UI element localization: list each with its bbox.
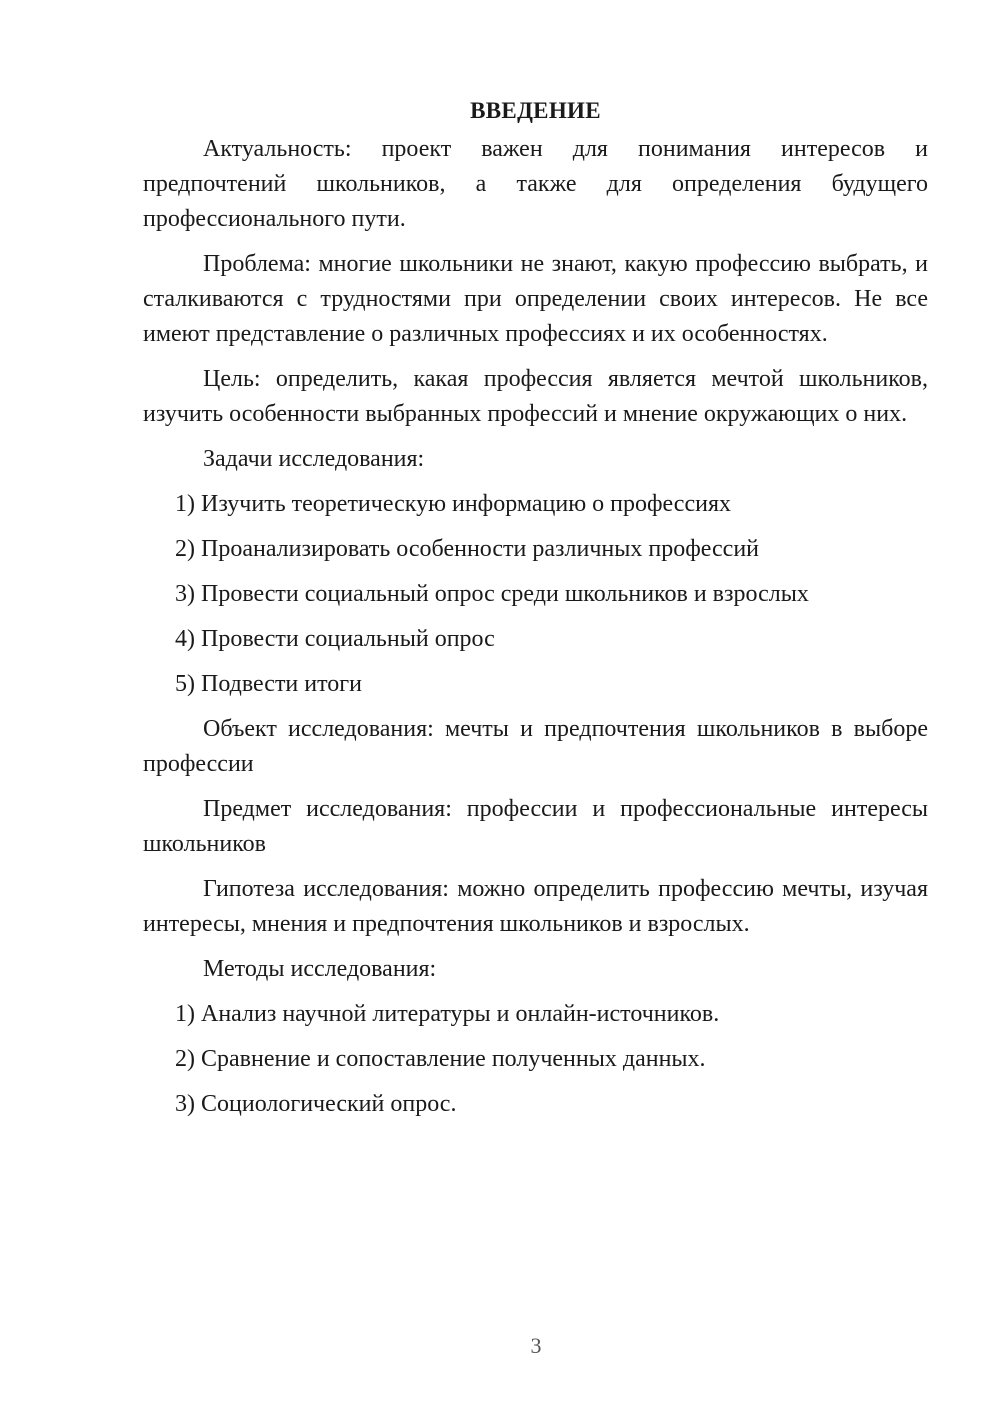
- page-number: 3: [530, 1333, 542, 1358]
- list-item: 1) Анализ научной литературы и онлайн-источников.: [175, 1001, 720, 1027]
- list-item: 1) Изучить теоретическую информацию о профессиях: [175, 491, 731, 517]
- problem-paragraph: Проблема: многие школьники не знают, какую профессию выбрать, и сталкиваются с трудностями при определении своих интересов. Не все имеют представление о различных профессиях и их особенностях.: [143, 251, 928, 347]
- document-body: [143, 93, 928, 1132]
- list-item: 2) Проанализировать особенности различных профессий: [175, 536, 760, 562]
- methods-heading: Методы исследования:: [203, 956, 437, 982]
- methods-list: [143, 997, 928, 1122]
- subject-paragraph: Предмет исследования: профессии и профессиональные интересы школьников: [143, 796, 928, 857]
- list-item: 2) Сравнение и сопоставление полученных данных.: [175, 1046, 706, 1072]
- goal-paragraph: Цель: определить, какая профессия является мечтой школьников, изучить особенности выбранных профессий и мнение окружающих о них.: [143, 366, 928, 427]
- list-item: 5) Подвести итоги: [175, 671, 362, 697]
- hypothesis-paragraph: Гипотеза исследования: можно определить профессию мечты, изучая интересы, мнения и предпочтения школьников и взрослых.: [143, 876, 928, 937]
- tasks-list: [143, 487, 928, 702]
- list-item: 3) Провести социальный опрос среди школьников и взрослых: [175, 581, 809, 607]
- object-paragraph: Объект исследования: мечты и предпочтения школьников в выборе профессии: [143, 716, 928, 777]
- section-title: ВВЕДЕНИЕ: [470, 98, 601, 123]
- list-item: 4) Провести социальный опрос: [175, 626, 495, 652]
- list-item: 3) Социологический опрос.: [175, 1091, 457, 1117]
- tasks-heading: Задачи исследования:: [203, 446, 425, 472]
- relevance-paragraph: Актуальность: проект важен для понимания интересов и предпочтений школьников, а также для определения будущего профессионального пути.: [143, 136, 928, 232]
